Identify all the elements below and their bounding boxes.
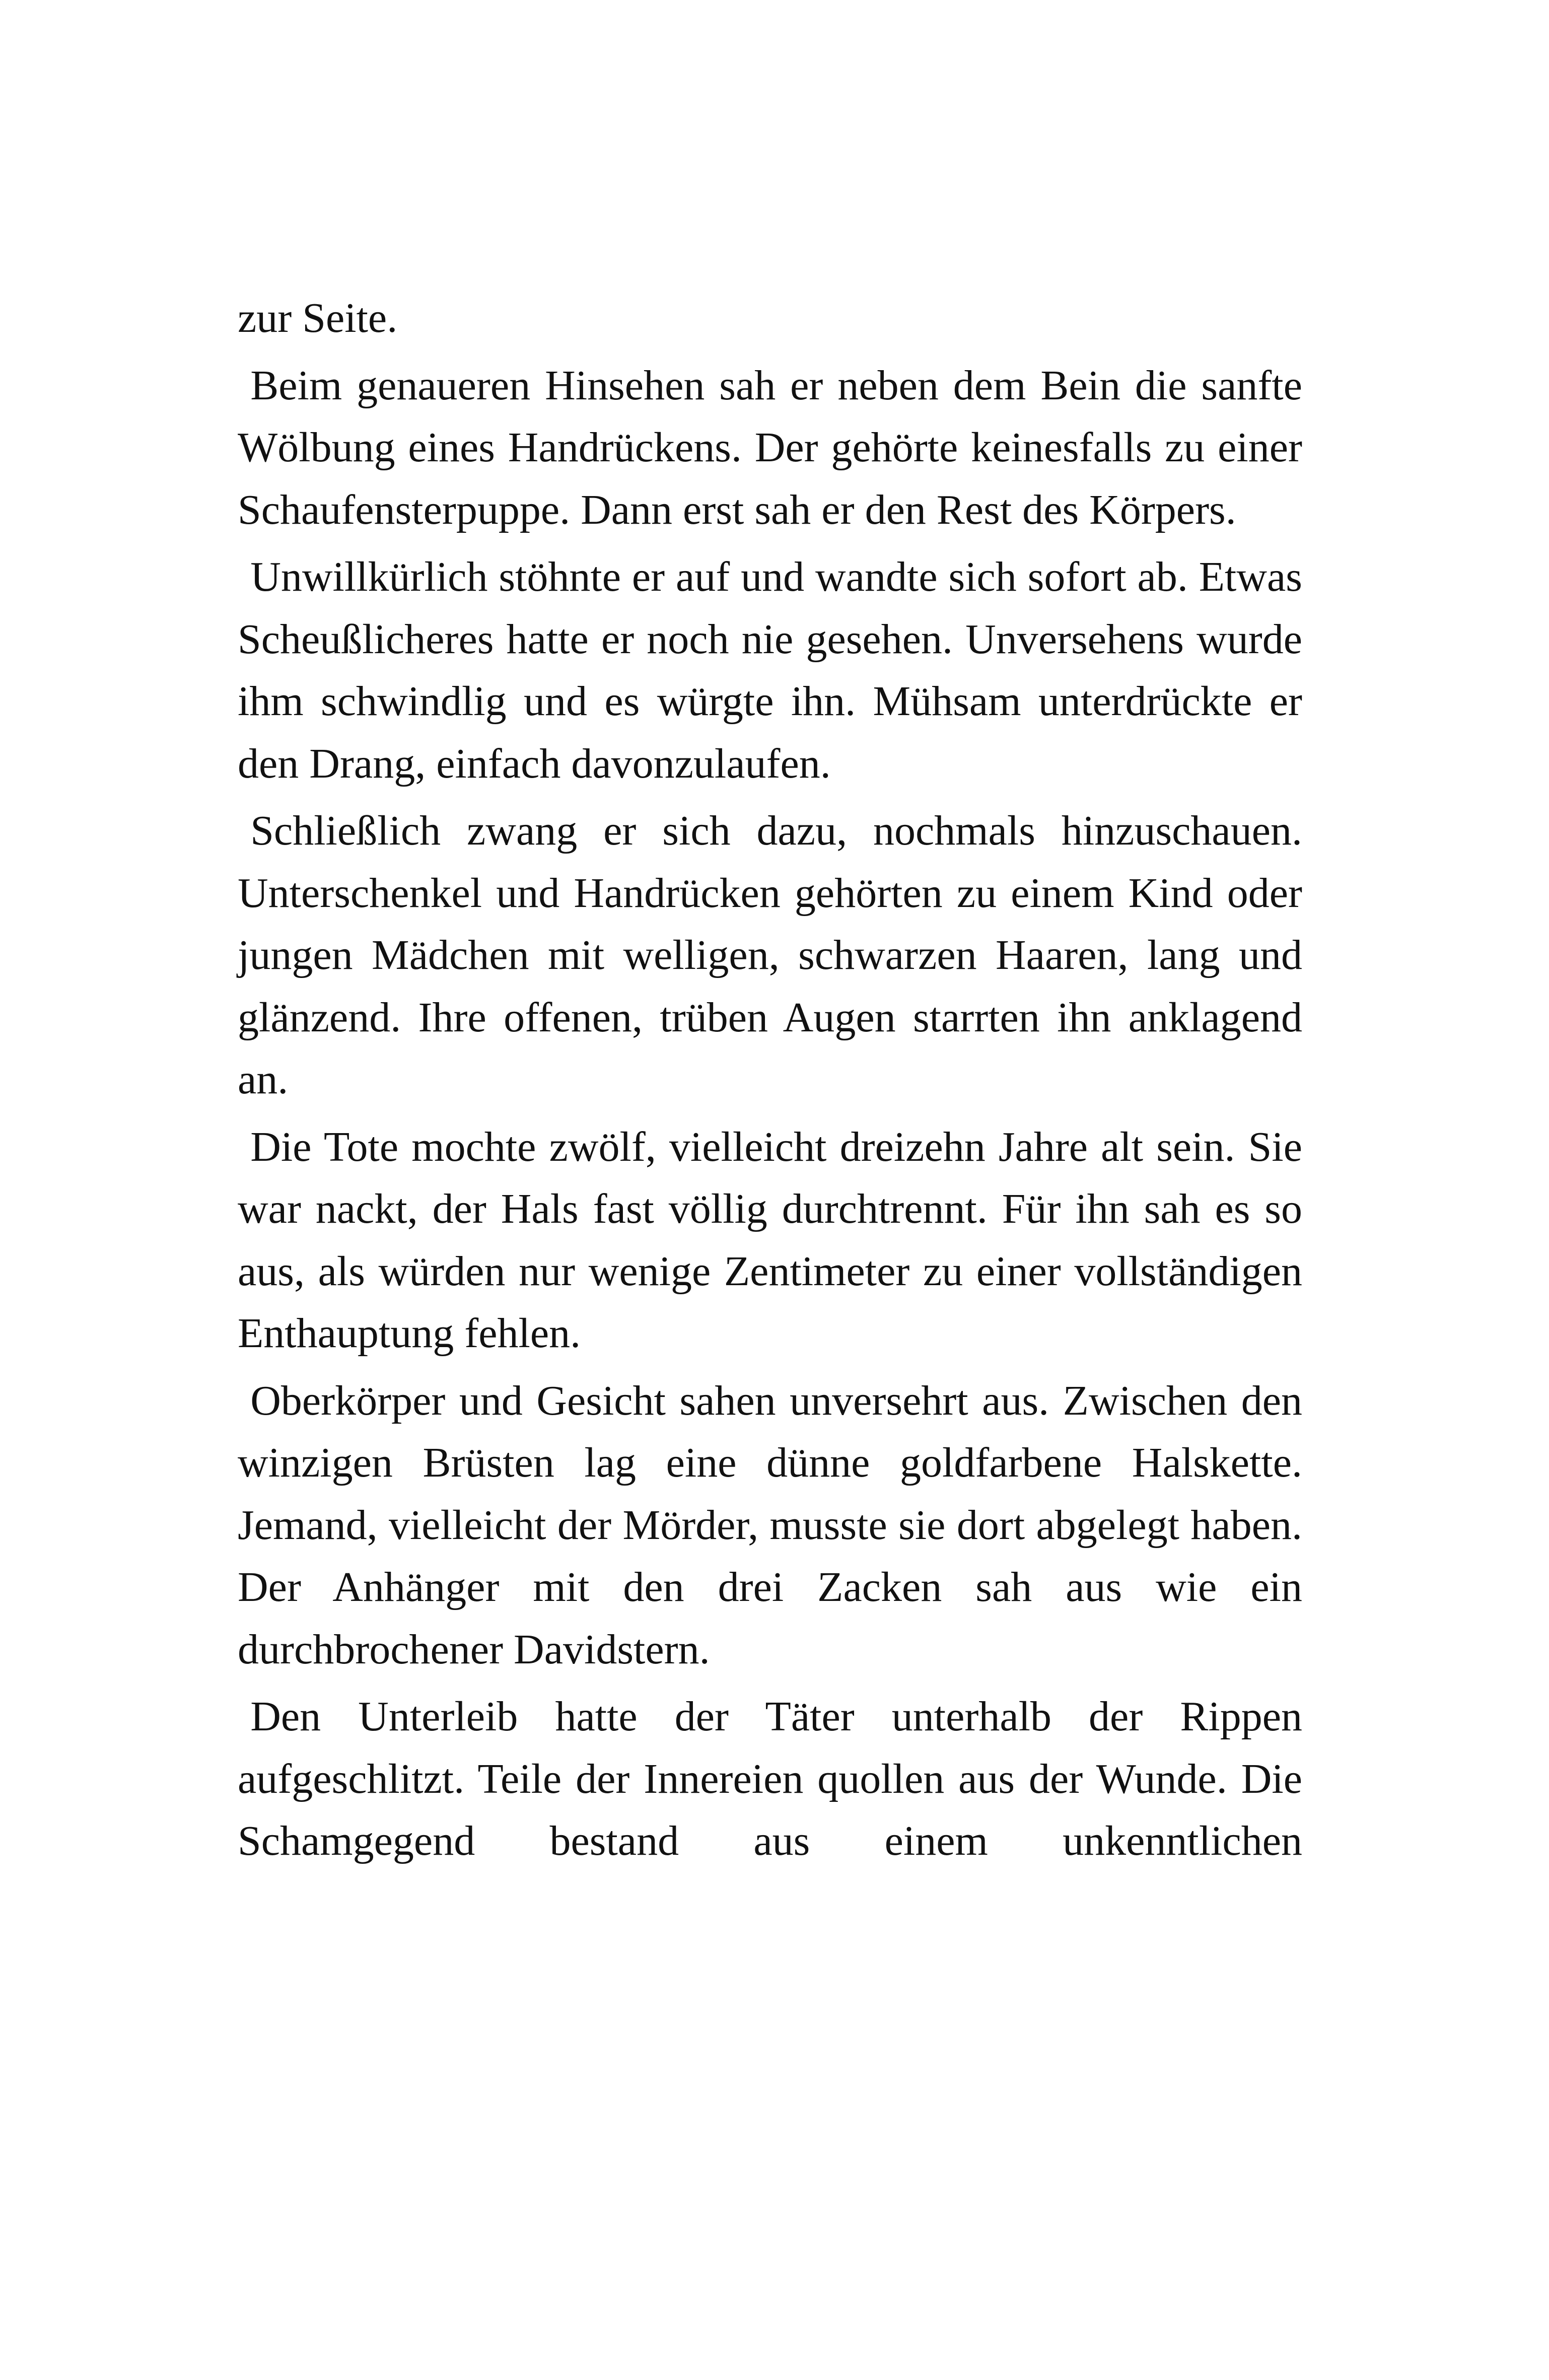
paragraph-4: Schließlich zwang er sich dazu, nochmals hinzuschauen. Unterschenkel und Handrücken gehörten zu einem Kind oder jungen Mädchen mit welligen, schwarzen Haaren, lang und glänzend. Ihre offenen, trüben Augen starrten ihn anklagend an.	[238, 807, 1302, 1103]
body-text	[238, 287, 1302, 1873]
paragraph-7: Den Unterleib hatte der Täter unterhalb der Rippen aufgeschlitzt. Teile der Innereien quollen aus der Wunde. Die Schamgegend bestand aus einem unkenntlichen	[238, 1693, 1302, 1864]
paragraph-5: Die Tote mochte zwölf, vielleicht dreizehn Jahre alt sein. Sie war nackt, der Hals fast völlig durchtrennt. Für ihn sah es so aus, als würden nur wenige Zentimeter zu einer vollständigen Enthauptung fehlen.	[238, 1123, 1302, 1357]
paragraph-2: Beim genaueren Hinsehen sah er neben dem Bein die sanfte Wölbung eines Handrückens. Der gehörte keinesfalls zu einer Schaufensterpuppe. Dann erst sah er den Rest des Körpers.	[238, 362, 1302, 533]
paragraph-1: zur Seite.	[238, 295, 398, 341]
paragraph-6: Oberkörper und Gesicht sahen unversehrt aus. Zwischen den winzigen Brüsten lag eine dünne goldfarbene Halskette. Jemand, vielleicht der Mörder, musste sie dort abgelegt haben. Der Anhänger mit den drei Zacken sah aus wie ein durchbrochener Davidstern.	[238, 1377, 1302, 1673]
paragraph-3: Unwillkürlich stöhnte er auf und wandte sich sofort ab. Etwas Scheußlicheres hatte er noch nie gesehen. Unversehens wurde ihm schwindlig und es würgte ihn. Mühsam unterdrückte er den Drang, einfach davonzulaufen.	[238, 553, 1302, 787]
